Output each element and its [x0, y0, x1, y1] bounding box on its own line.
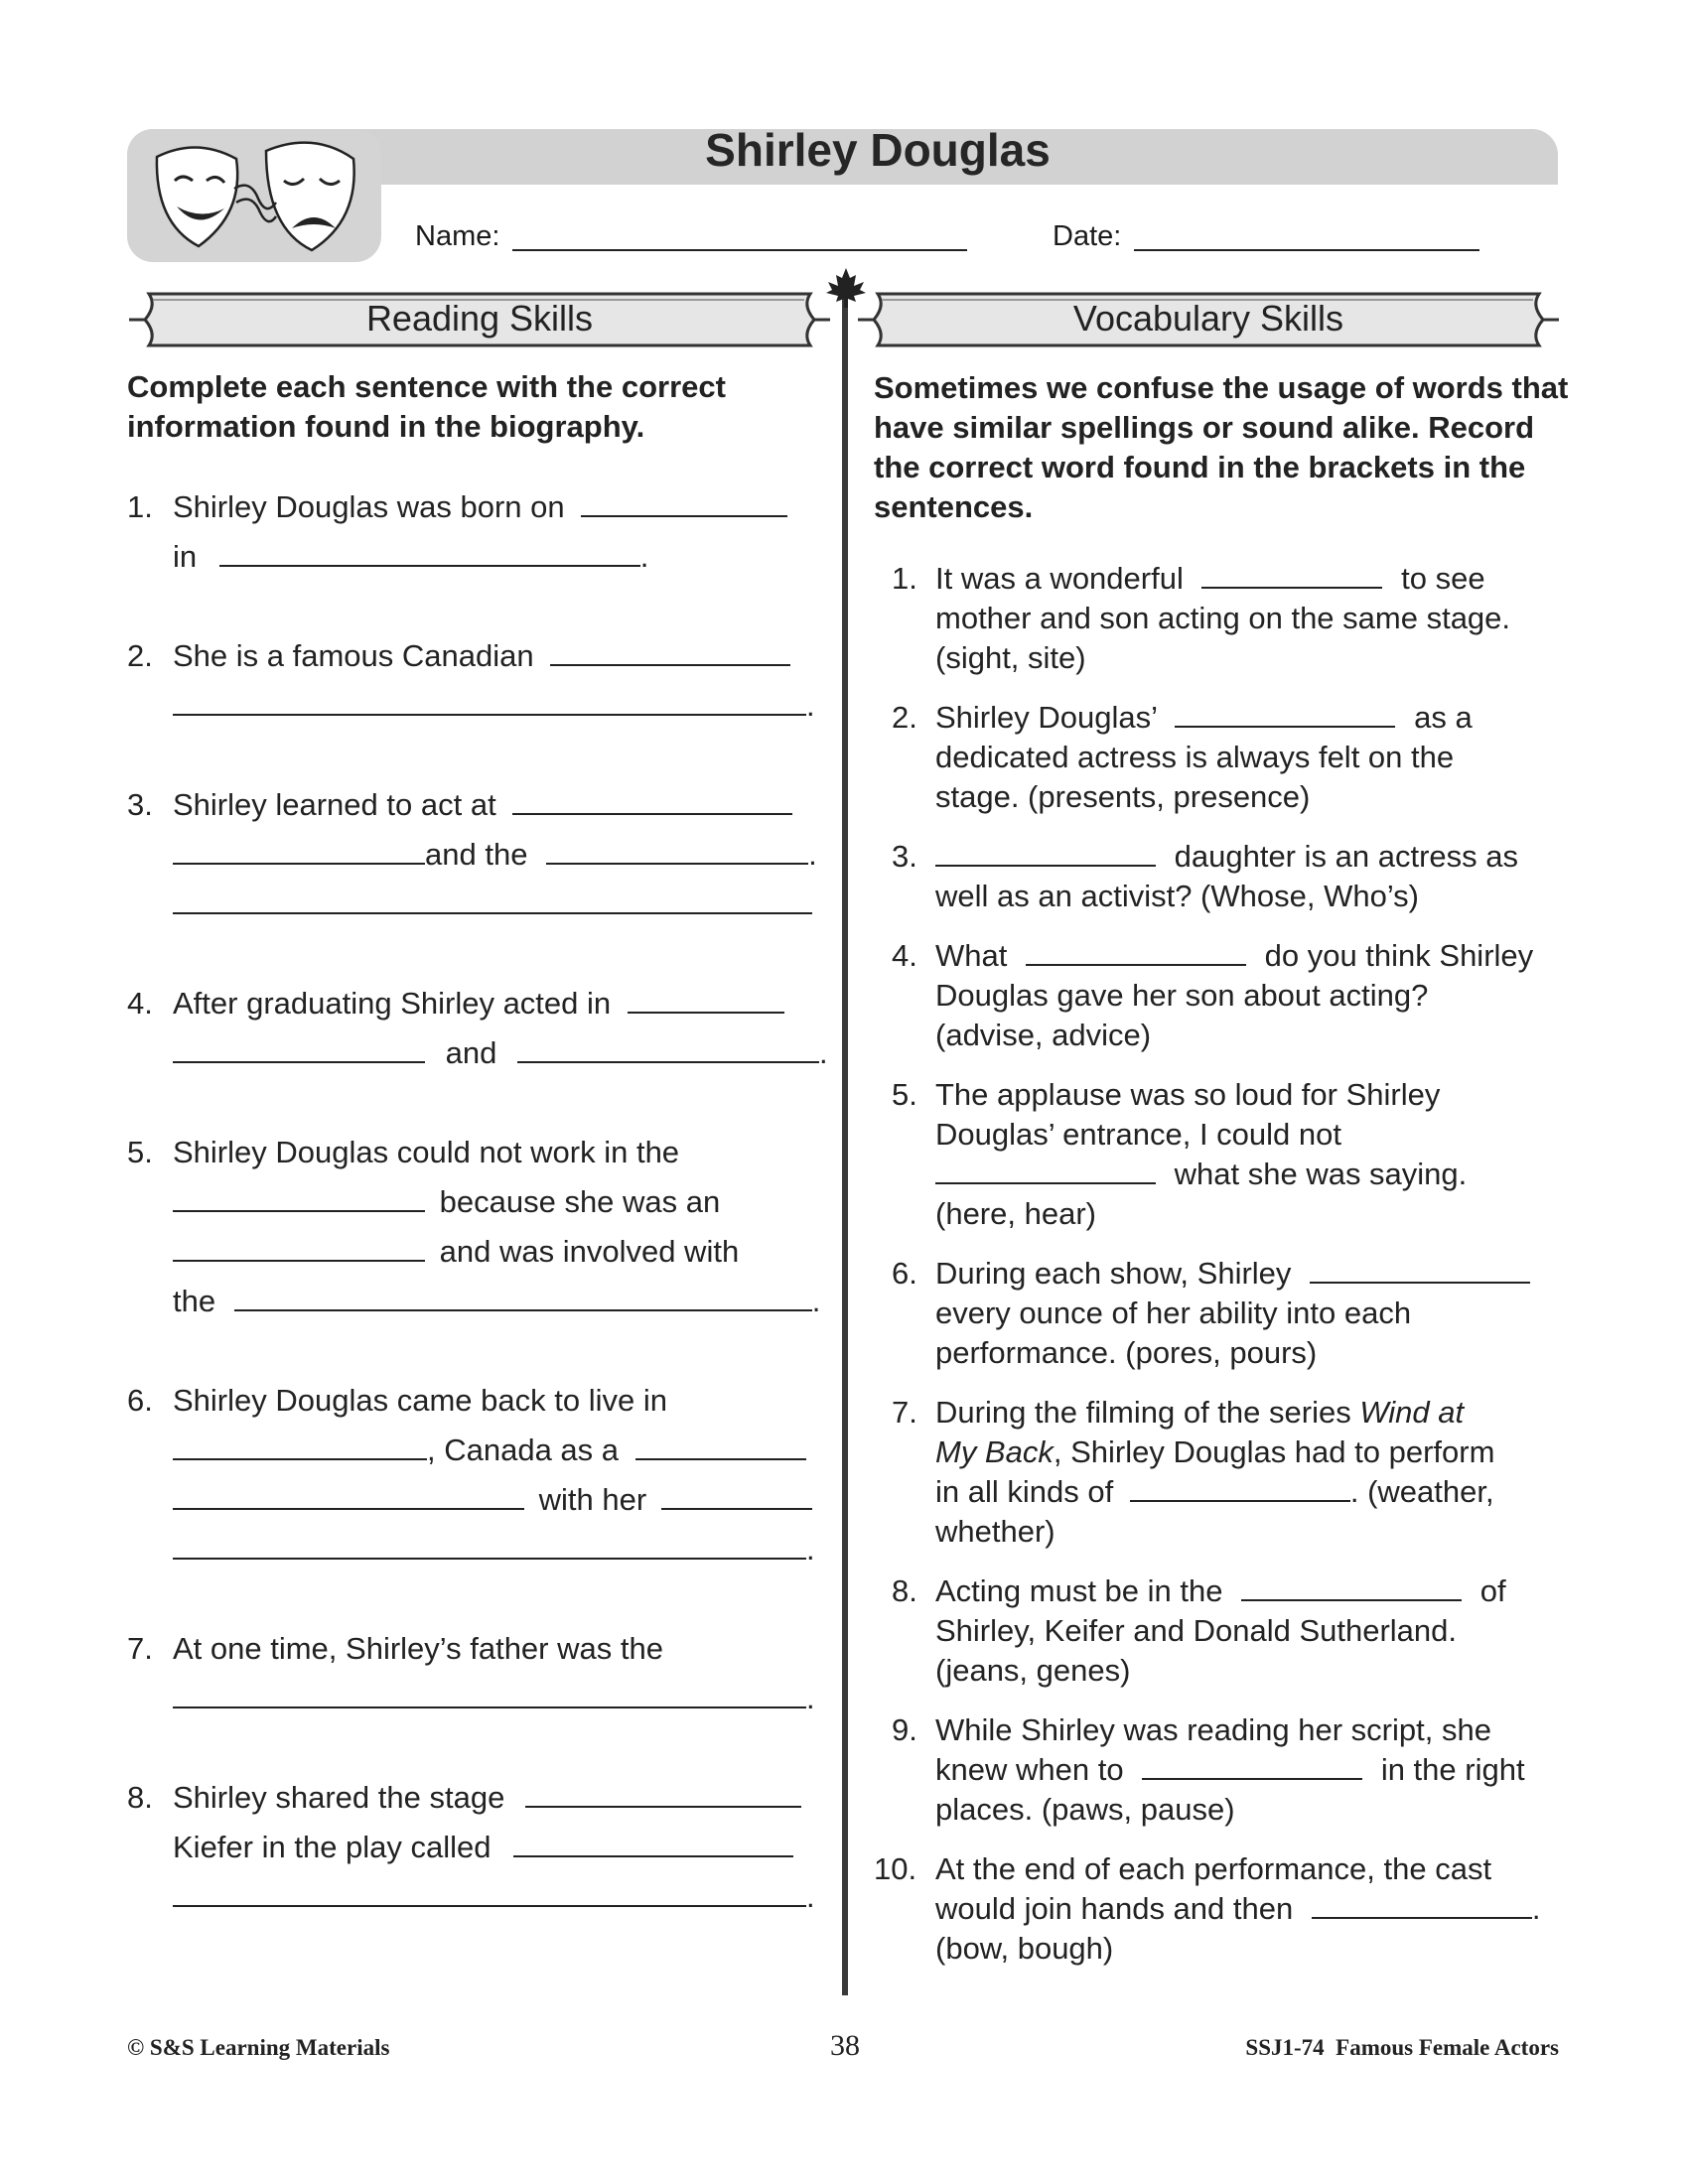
question-text: with her	[538, 1482, 647, 1517]
answer-blank[interactable]	[173, 1234, 425, 1262]
vocab-q7-line3	[935, 1472, 1494, 1512]
question-text: What	[935, 938, 1008, 973]
answer-blank[interactable]	[935, 1157, 1156, 1184]
question-text: Shirley Douglas could not work in the	[173, 1135, 680, 1169]
answer-blank[interactable]	[628, 986, 784, 1014]
answer-blank[interactable]	[1310, 1256, 1530, 1284]
reading-q6-line3	[173, 1475, 812, 1525]
period: .	[1531, 1891, 1541, 1926]
question-text: Shirley Douglas was born on	[173, 489, 565, 524]
vocab-q7-line1	[935, 1393, 1464, 1433]
question-text: Kiefer in the play called	[173, 1830, 492, 1864]
answer-blank[interactable]	[935, 839, 1156, 867]
reading-question-3: 3.	[127, 787, 153, 822]
theatre-masks-logo	[127, 129, 381, 262]
vocab-question-4: 4.	[892, 938, 917, 973]
vocabulary-skills-title: Vocabulary Skills	[1072, 298, 1344, 339]
reading-q8-line3	[173, 1872, 815, 1922]
answer-blank[interactable]	[1142, 1752, 1362, 1780]
answer-blank[interactable]	[1241, 1573, 1462, 1601]
vocab-q6-line2: every ounce of her ability into each	[935, 1296, 1412, 1330]
question-text: Shirley shared the stage	[173, 1780, 505, 1815]
period: .	[639, 539, 649, 574]
reading-q6-line4	[173, 1525, 815, 1574]
question-text: of	[1479, 1573, 1506, 1608]
vocab-q1-line3: (sight, site)	[935, 640, 1086, 675]
answer-blank[interactable]	[234, 1284, 812, 1311]
question-text: and was involved with	[439, 1234, 740, 1269]
answer-blank[interactable]	[512, 787, 792, 815]
vocab-q10-line2	[935, 1889, 1540, 1929]
page-number: 38	[830, 2029, 860, 2062]
vocab-question-9: 9.	[892, 1712, 917, 1747]
question-text: After graduating Shirley acted in	[173, 986, 612, 1021]
answer-blank[interactable]	[173, 837, 425, 865]
vocab-q7-line2	[935, 1433, 1494, 1472]
column-divider	[842, 298, 848, 1995]
reading-q1-line1	[173, 482, 787, 532]
answer-blank[interactable]	[173, 1184, 425, 1212]
question-text: Shirley Douglas came back to live in	[173, 1383, 667, 1418]
vocab-question-3: 3.	[892, 839, 917, 874]
reading-q8-line2	[173, 1823, 793, 1872]
name-field[interactable]	[512, 249, 967, 251]
date-field[interactable]	[1134, 249, 1479, 251]
question-text: knew when to	[935, 1752, 1124, 1787]
vocab-question-10: 10.	[874, 1851, 917, 1886]
vocab-q9-line3: places. (paws, pause)	[935, 1792, 1235, 1827]
reading-q3-line2	[173, 830, 817, 880]
reading-q6-line1	[173, 1376, 667, 1426]
period: .	[806, 1681, 815, 1715]
question-text: Acting must be in the	[935, 1573, 1223, 1608]
reading-q2-line2	[173, 681, 815, 731]
answer-blank[interactable]	[546, 837, 808, 865]
reading-q4-line2	[173, 1028, 828, 1078]
vocab-q8-line2: Shirley, Keifer and Donald Sutherland.	[935, 1613, 1458, 1648]
answer-blank[interactable]	[661, 1482, 812, 1510]
name-label: Name:	[415, 220, 500, 252]
reading-q7-line1	[173, 1624, 663, 1674]
reading-q6-line2	[173, 1426, 806, 1475]
vocabulary-skills-banner	[856, 292, 1561, 347]
period: .	[811, 1284, 821, 1318]
question-text: would join hands and then	[935, 1891, 1294, 1926]
answer-blank[interactable]	[173, 1532, 806, 1560]
vocabulary-instructions: Sometimes we confuse the usage of words that have similar spellings or sound alike. Record the correct word found in the brackets in the sentences.	[874, 370, 1569, 524]
answer-blank[interactable]	[219, 539, 640, 567]
question-text: , Canada as a	[427, 1433, 620, 1467]
reading-skills-banner	[127, 292, 832, 347]
vocab-q4-line1	[935, 936, 1533, 976]
question-text: daughter is an actress as	[1174, 839, 1518, 874]
answer-blank[interactable]	[1201, 561, 1382, 589]
question-text: because she was an	[439, 1184, 721, 1219]
series-title: Wind at	[1359, 1395, 1465, 1430]
period: .	[806, 688, 815, 723]
reading-q5-line4	[173, 1277, 820, 1326]
reading-q5-line2	[173, 1177, 720, 1227]
answer-blank[interactable]	[173, 1035, 425, 1063]
answer-blank[interactable]	[173, 1681, 806, 1708]
reading-q3-line3	[173, 880, 812, 929]
question-text: and the	[425, 837, 528, 872]
reading-question-5: 5.	[127, 1135, 153, 1169]
vocab-q6-line3: performance. (pores, pours)	[935, 1335, 1318, 1370]
answer-blank[interactable]	[173, 1433, 427, 1460]
question-text: During each show, Shirley	[935, 1256, 1292, 1291]
answer-blank[interactable]	[1312, 1891, 1532, 1919]
question-text: do you think Shirley	[1264, 938, 1534, 973]
question-text: At one time, Shirley’s father was the	[173, 1631, 663, 1666]
question-text: in	[173, 539, 198, 574]
reading-q1-line2	[173, 532, 648, 582]
vocab-q1-line2: mother and son acting on the same stage.	[935, 601, 1511, 635]
vocab-q2-line2: dedicated actress is always felt on the	[935, 740, 1455, 774]
vocab-question-7: 7.	[892, 1395, 917, 1430]
vocab-q2-line1	[935, 698, 1473, 738]
answer-blank[interactable]	[1130, 1474, 1350, 1502]
vocab-q5-line3	[935, 1155, 1467, 1194]
question-text: as a	[1414, 700, 1473, 735]
reading-q8-line1	[173, 1773, 801, 1823]
vocab-q3-line2: well as an activist? (Whose, Who’s)	[935, 879, 1419, 913]
vocab-q5-line1: The applause was so loud for Shirley	[935, 1077, 1441, 1112]
theatre-masks-icon	[127, 129, 381, 262]
question-text: She is a famous Canadian	[173, 638, 534, 673]
question-text: . (weather,	[1349, 1474, 1494, 1509]
vocab-q4-line2: Douglas gave her son about acting?	[935, 978, 1429, 1013]
vocab-question-2: 2.	[892, 700, 917, 735]
footer-copyright: © S&S Learning Materials	[127, 2035, 390, 2060]
answer-blank[interactable]	[173, 688, 806, 716]
reading-question-7: 7.	[127, 1631, 153, 1666]
reading-q7-line2	[173, 1674, 815, 1723]
period: .	[808, 837, 817, 872]
answer-blank[interactable]	[173, 887, 812, 914]
reading-instructions: Complete each sentence with the correct information found in the biography.	[127, 369, 726, 444]
reading-q3-line1	[173, 780, 792, 830]
vocab-q9-line2	[935, 1750, 1525, 1790]
answer-blank[interactable]	[525, 1780, 801, 1808]
vocab-q5-line2: Douglas’ entrance, I could not	[935, 1117, 1341, 1152]
reading-q4-line1	[173, 979, 784, 1028]
reading-question-6: 6.	[127, 1383, 153, 1418]
question-text: in all kinds of	[935, 1474, 1114, 1509]
vocab-q7-line4: whether)	[935, 1514, 1055, 1549]
period: .	[806, 1879, 815, 1914]
reading-question-8: 8.	[127, 1780, 153, 1815]
answer-blank[interactable]	[517, 1035, 819, 1063]
question-text: During the filming of the series	[935, 1395, 1360, 1430]
question-text: what she was saying.	[1174, 1157, 1468, 1191]
question-text: and	[445, 1035, 497, 1070]
answer-blank[interactable]	[581, 489, 787, 517]
question-text: It was a wonderful	[935, 561, 1184, 596]
period: .	[818, 1035, 828, 1070]
reading-q5-line1	[173, 1128, 679, 1177]
answer-blank[interactable]	[550, 638, 790, 666]
vocab-q4-line3: (advise, advice)	[935, 1018, 1152, 1052]
vocab-question-5: 5.	[892, 1077, 917, 1112]
vocab-q9-line1: While Shirley was reading her script, she	[935, 1712, 1491, 1747]
series-title: My Back	[935, 1434, 1054, 1469]
period: .	[806, 1532, 815, 1567]
vocab-q10-line3: (bow, bough)	[935, 1931, 1114, 1966]
reading-q2-line1	[173, 631, 790, 681]
vocab-q8-line3: (jeans, genes)	[935, 1653, 1131, 1688]
question-text: Shirley learned to act at	[173, 787, 496, 822]
reading-question-2: 2.	[127, 638, 153, 673]
answer-blank[interactable]	[1175, 700, 1395, 728]
vocab-q10-line1: At the end of each performance, the cast	[935, 1851, 1492, 1886]
question-text: the	[173, 1284, 216, 1318]
vocab-q5-line4: (here, hear)	[935, 1196, 1096, 1231]
answer-blank[interactable]	[1026, 938, 1246, 966]
answer-blank[interactable]	[173, 1879, 806, 1907]
question-text: to see	[1401, 561, 1485, 596]
vocab-q6-line1	[935, 1254, 1530, 1294]
question-text: Shirley Douglas’	[935, 700, 1157, 735]
reading-q5-line3	[173, 1227, 739, 1277]
reading-question-1: 1.	[127, 489, 153, 524]
vocab-q8-line1	[935, 1571, 1506, 1611]
footer-book-title: SSJ1-74 Famous Female Actors	[1245, 2035, 1559, 2060]
vocab-q2-line3: stage. (presents, presence)	[935, 779, 1311, 814]
date-label: Date:	[1053, 220, 1122, 252]
question-text: , Shirley Douglas had to perform	[1053, 1434, 1495, 1469]
vocab-q3-line1	[935, 837, 1518, 877]
reading-skills-title: Reading Skills	[365, 298, 594, 339]
reading-question-4: 4.	[127, 986, 153, 1021]
page-title: Shirley Douglas	[705, 124, 1051, 176]
vocab-question-8: 8.	[892, 1573, 917, 1608]
vocab-question-6: 6.	[892, 1256, 917, 1291]
vocab-q1-line1	[935, 559, 1485, 599]
answer-blank[interactable]	[513, 1830, 793, 1857]
question-text: in the right	[1380, 1752, 1525, 1787]
answer-blank[interactable]	[173, 1482, 524, 1510]
vocab-question-1: 1.	[892, 561, 917, 596]
answer-blank[interactable]	[635, 1433, 806, 1460]
